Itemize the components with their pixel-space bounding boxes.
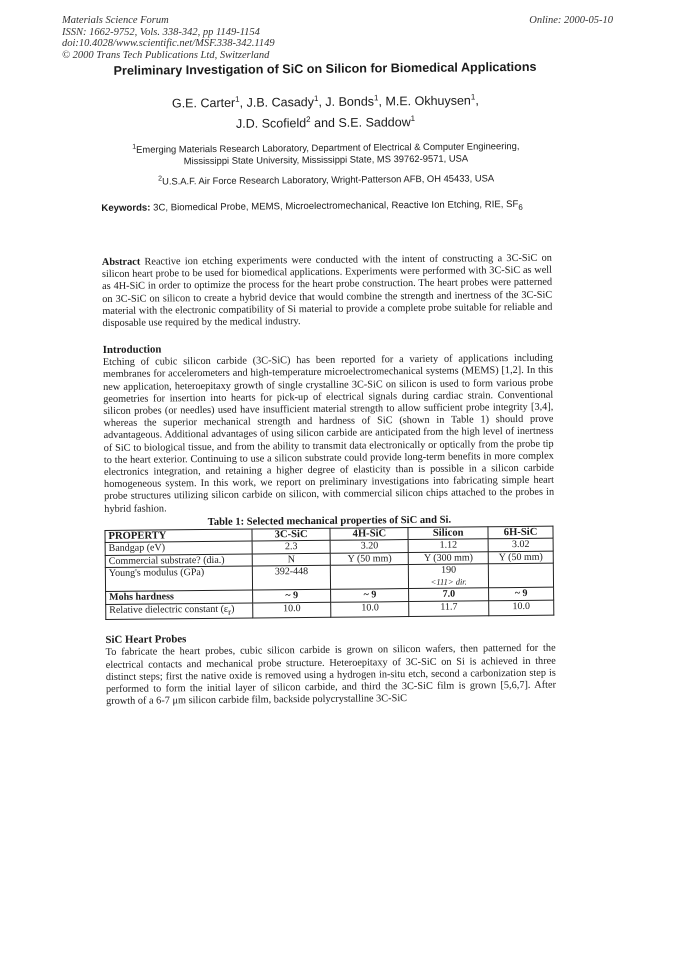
journal-header — [62, 15, 275, 61]
table-cell: Y (300 mm) — [408, 552, 488, 565]
keywords-subscript: 6 — [518, 202, 523, 212]
epsilon-subscript: r — [228, 606, 232, 617]
affiliation-text: Emerging Materials Research Laboratory, Department of Electrical & Computer Engineering, — [136, 140, 520, 156]
author-conjunction: and — [314, 116, 336, 131]
table-cell-value: 190 — [441, 564, 457, 577]
keywords-label: Keywords: — [101, 202, 151, 214]
affiliation-text: U.S.A.F. Air Force Research Laboratory, Wright-Patterson AFB, OH 45433, USA — [161, 172, 495, 187]
section-heading-introduction: Introduction — [102, 343, 162, 357]
table-cell: Mohs hardness — [106, 590, 253, 604]
table-cell: Y (50 mm) — [488, 551, 553, 564]
paper-title: Preliminary Investigation of SiC on Silicon for Biomedical Applications — [113, 59, 537, 78]
article-body — [100, 60, 556, 709]
affiliation-2 — [101, 170, 551, 188]
table-cell: Bandgap (eV) — [105, 541, 252, 555]
table-cell: 10.0 — [331, 601, 409, 617]
table-cell: 1.12 — [408, 539, 488, 552]
table-cell: Y (50 mm) — [331, 552, 409, 565]
table-cell: 10.0 — [489, 600, 554, 616]
abstract-text: Reactive ion etching experiments were conducted with the intent of constructing a 3C-SiC on silicon heart probe to be used for biomedical applications. Experiments were performed with 3C-SiC as well as 4H-SiC in order to optimize the process for the heart probe construction. The heart probes were patterned on 3C-SiC on silicon to create a hybrid device that would combine the strength and inertness of the 3C-SiC material with the electronic compatibility of Si material to provide a complete probe suitable for reliable and disposable use required by the medical industry. — [101, 252, 553, 329]
author-name: J. Bonds — [325, 94, 375, 109]
table-caption: Table 1: Selected mechanical properties of SiC and Si. — [207, 514, 452, 528]
affiliation-mark: 1 — [410, 114, 416, 124]
abstract — [102, 253, 553, 331]
table-cell: 11.7 — [409, 601, 489, 617]
affiliation-mark: 1 — [132, 143, 137, 152]
author-name: G.E. Carter — [171, 95, 236, 111]
affiliation-1 — [101, 138, 551, 168]
author-list: G.E. Carter$^1$, J.B. Casady$^1$, J. Bonds$^1$, M.E. Okhuysen$^1$, J.D. Scofield$^2$ and S.E. Saddow$^1$ — [171, 92, 479, 132]
table-header-cell: 4H-SiC — [330, 527, 408, 540]
section-heading-heart-probes: SiC Heart Probes — [105, 633, 187, 647]
abstract-label: Abstract — [101, 256, 141, 268]
keywords-text: 3C, Biomedical Probe, MEMS, Microelectromechanical, Reactive Ion Etching, RIE, SF — [153, 198, 519, 214]
table-cell: 3.20 — [331, 540, 409, 553]
introduction-text: Etching of cubic silicon carbide (3C-SiC) has been reported for a variety of applications including membranes for accelerometers and high-temperature microelectromechanical systems (MEMS) [1,2]. In this new application, heteroepitaxy growth of single crystalline 3C-SiC on silicon is used to form various probe geometries for insertion into hearts for pick-up of electrical signals during cardiac strain. Conventional silicon probes (or needles) used have insufficient material strength to allow sufficient probe integrity [3,4], whereas the superior mechanical strength and hardness of SiC (shown in Table 1) should prove advantageous. Additional advantages of using silicon carbide are anticipated from the high level of inertness of SiC to biological tissue, and from the ability to transmit data electronically or optically from the probe tip to the heart exterior. Continuing to use a silicon substrate could provide long-term benefits in more complex electronics integration, and retaining a higher degree of elasticity than is possible in a silicon carbide homogeneous system. In this work, we report on preliminary investigations into fabricating simple heart probe structures utilizing silicon carbide on silicon, with commercial silicon chips attached to the probes in hybrid fashion. — [102, 352, 555, 515]
table-cell: N — [252, 553, 331, 566]
doi-line: doi:10.4028/www.scientific.net/MSF.338-342.1149 — [62, 38, 275, 49]
journal-name: Materials Science Forum — [62, 15, 169, 26]
heart-probes-text: To fabricate the heart probes, cubic silicon carbide is grown on silicon wafers, then patterned for the electrical contacts and mechanical probe structure. Heteroepitaxy of 3C-SiC on Si is achieved in three distinct steps; first the native oxide is removed using a hydrogen in-situ etch, second a carbonization step is performed to form the initial layer of silicon carbide, and third the 3C-SiC film is grown [5,6,7]. After growth of a 6-7 μm silicon carbide film, backside polycrystalline 3C-SiC — [105, 642, 557, 708]
table-cell: 2.3 — [252, 541, 331, 554]
table-cell — [106, 603, 253, 620]
issn-line: ISSN: 1662-9752, Vols. 338-342, pp 1149-1154 — [62, 26, 260, 38]
copyright-line: © 2000 Trans Tech Publications Ltd, Switzerland — [62, 49, 270, 61]
author-name: M.E. Okhuysen — [385, 93, 471, 109]
table-cell: ~ 9 — [252, 590, 331, 603]
affiliation-mark: 1 — [313, 93, 319, 103]
table-cell: Commercial substrate? (dia.) — [105, 554, 252, 568]
author-name: S.E. Saddow — [338, 115, 411, 131]
table-header-cell: 3C-SiC — [252, 528, 331, 541]
affiliation-mark: 1 — [373, 93, 379, 103]
table-cell — [331, 565, 409, 590]
author-name: J.B. Casady — [246, 95, 315, 110]
table-cell-label: Relative dielectric constant (ε — [109, 603, 229, 616]
table-cell: 392-448 — [252, 566, 331, 591]
table-cell: 3.02 — [488, 539, 553, 552]
closing-paren: ) — [231, 603, 235, 615]
affiliation-mark: 2 — [158, 175, 163, 183]
affiliation-text: Mississippi State University, Mississippi State, MS 39762-9571, USA — [183, 152, 469, 167]
table-header-cell: PROPERTY — [105, 529, 252, 543]
keywords — [101, 198, 551, 218]
table-cell: 7.0 — [409, 588, 489, 601]
table-header-cell: Silicon — [408, 527, 488, 540]
online-date: Online: 2000-05-10 — [529, 15, 613, 26]
crystal-direction-note: <111> dir. — [430, 576, 467, 587]
table-cell — [409, 564, 489, 589]
table-cell: 10.0 — [252, 602, 331, 618]
table-cell — [488, 563, 553, 588]
table-cell: ~ 9 — [331, 589, 409, 602]
author-name: J.D. Scofield — [235, 116, 307, 132]
affiliation-mark: 1 — [235, 94, 240, 104]
table-header-cell: 6H-SiC — [488, 526, 553, 539]
affiliation-mark: 1 — [470, 92, 476, 102]
table-cell: ~ 9 — [489, 587, 554, 600]
properties-table — [104, 525, 554, 620]
affiliation-mark: 2 — [306, 115, 311, 125]
table-cell: Young's modulus (GPa) — [105, 566, 252, 591]
